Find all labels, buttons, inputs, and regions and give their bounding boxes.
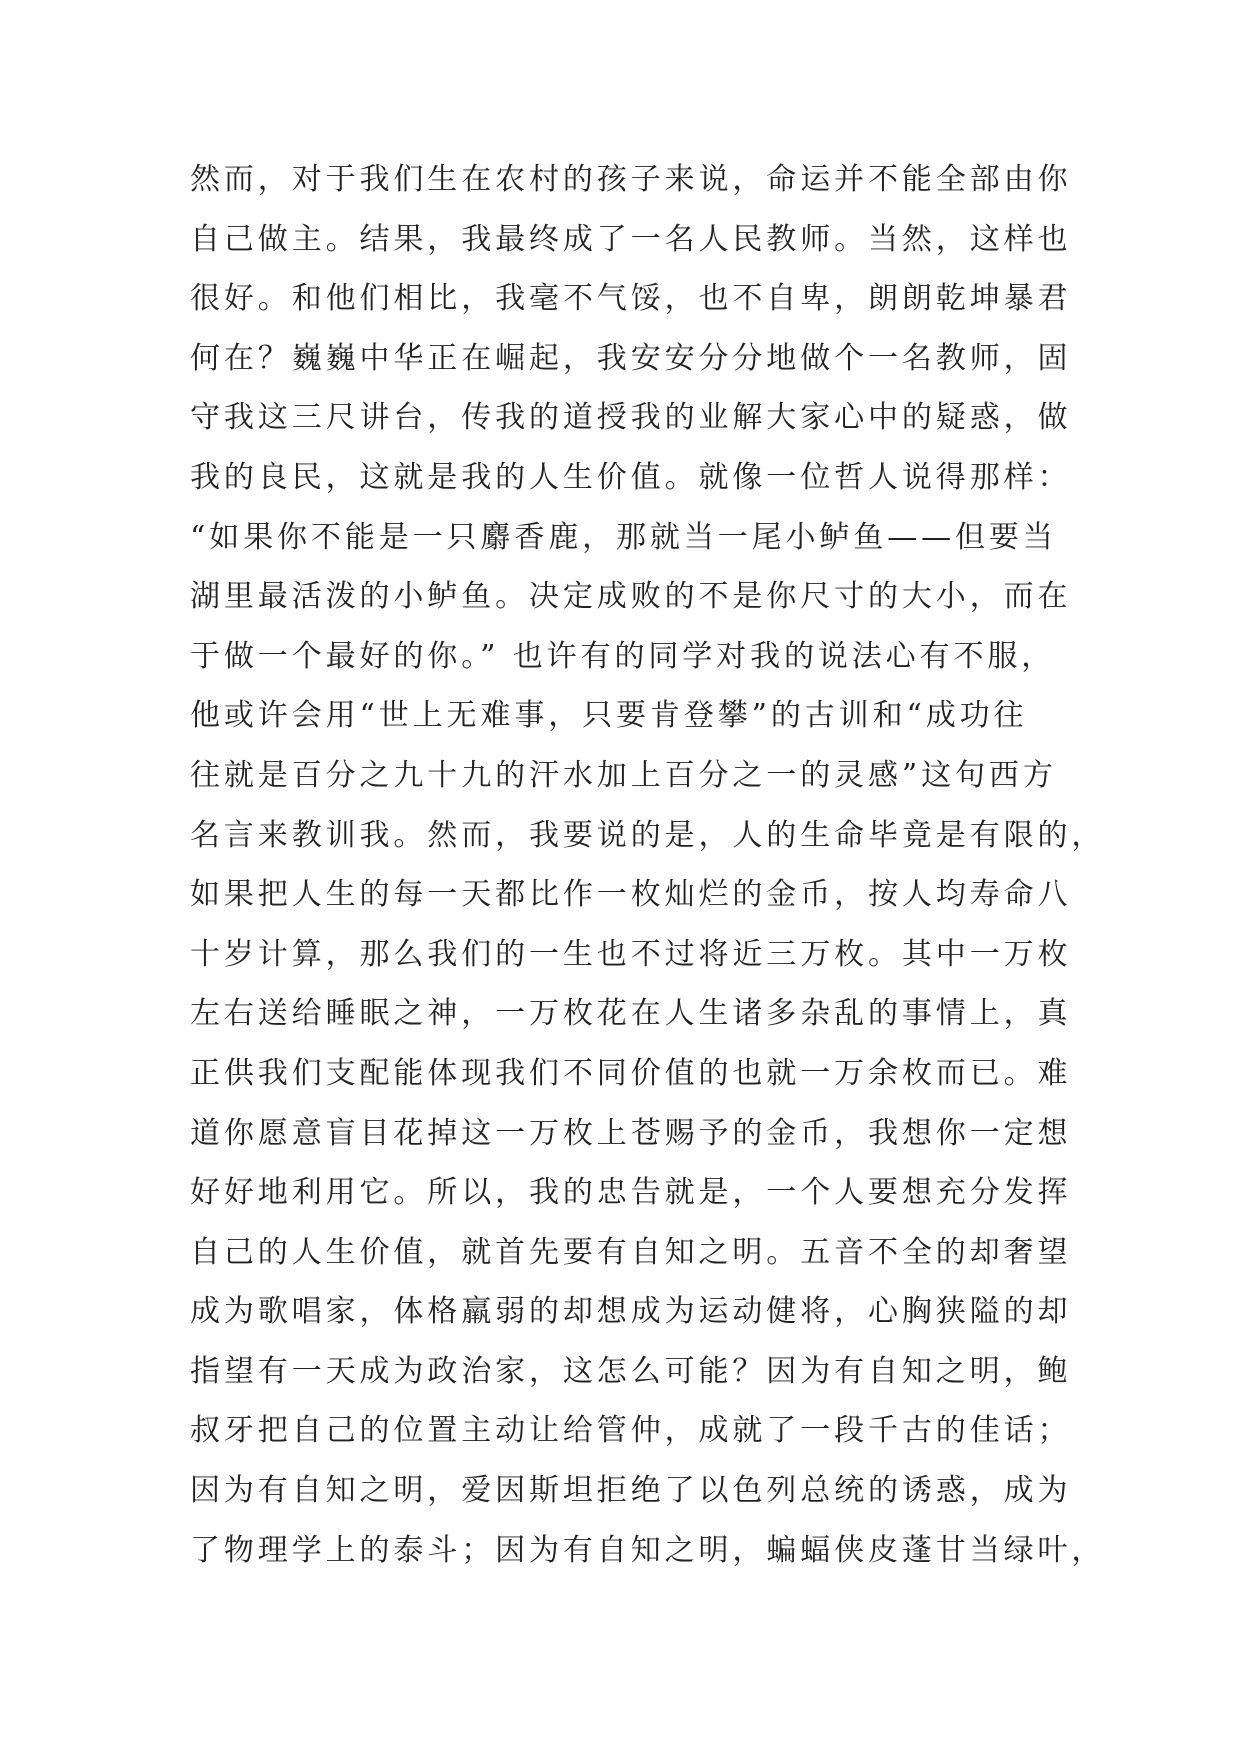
text-line: 何在？巍巍中华正在崛起，我安安分分地做个一名教师，固	[190, 340, 1072, 376]
text-line: 自己做主。结果，我最终成了一名人民教师。当然，这样也	[190, 221, 1072, 257]
text-line: 湖里最活泼的小鲈鱼。决定成败的不是你尺寸的大小，而在	[190, 579, 1072, 615]
text-line: 指望有一天成为政治家，这怎么可能？因为有自知之明，鲍	[190, 1353, 1072, 1389]
text-line: 自己的人生价值，就首先要有自知之明。五音不全的却奢望	[190, 1234, 1072, 1270]
text-line: 成为歌唱家，体格羸弱的却想成为运动健将，心胸狭隘的却	[190, 1294, 1072, 1330]
text-line: 往就是百分之九十九的汗水加上百分之一的灵感”这句西方	[190, 757, 1057, 793]
text-line: 正供我们支配能体现我们不同价值的也就一万余枚而已。难	[190, 1055, 1072, 1091]
text-line: 很好。和他们相比，我毫不气馁，也不自卑，朗朗乾坤暴君	[190, 281, 1072, 317]
text-line: 我的良民，这就是我的人生价值。就像一位哲人说得那样：	[190, 459, 1072, 495]
text-line: 叔牙把自己的位置主动让给管仲，成就了一段千古的佳话；	[190, 1413, 1072, 1449]
text-line: 因为有自知之明，爱因斯坦拒绝了以色列总统的诱惑，成为	[190, 1473, 1072, 1509]
text-line: 了物理学上的泰斗；因为有自知之明，蝙蝠侠皮蓬甘当绿叶，	[190, 1532, 1106, 1568]
text-line: 守我这三尺讲台，传我的道授我的业解大家心中的疑惑，做	[190, 400, 1072, 436]
text-line: 然而，对于我们生在农村的孩子来说，命运并不能全部由你	[190, 162, 1072, 197]
text-line: 道你愿意盲目花掉这一万枚上苍赐予的金币，我想你一定想	[190, 1115, 1072, 1151]
text-line: 好好地利用它。所以，我的忠告就是，一个人要想充分发挥	[190, 1175, 1072, 1211]
text-line: 左右送给睡眠之神，一万枚花在人生诸多杂乱的事情上，真	[190, 996, 1072, 1032]
text-line: 他或许会用“世上无难事，只要肯登攀”的古训和“成功往	[190, 698, 1028, 734]
text-line: 如果把人生的每一天都比作一枚灿烂的金币，按人均寿命八	[190, 877, 1072, 913]
text-line: 十岁计算，那么我们的一生也不过将近三万枚。其中一万枚	[190, 936, 1072, 972]
text-line: “如果你不能是一只麝香鹿，那就当一尾小鲈鱼——但要当	[190, 519, 1057, 555]
text-line: 于做一个最好的你。” 也许有的同学对我的说法心有不服，	[190, 638, 1056, 674]
text-line: 名言来教训我。然而，我要说的是，人的生命毕竟是有限的，	[190, 817, 1106, 853]
body-text	[190, 150, 1106, 1580]
